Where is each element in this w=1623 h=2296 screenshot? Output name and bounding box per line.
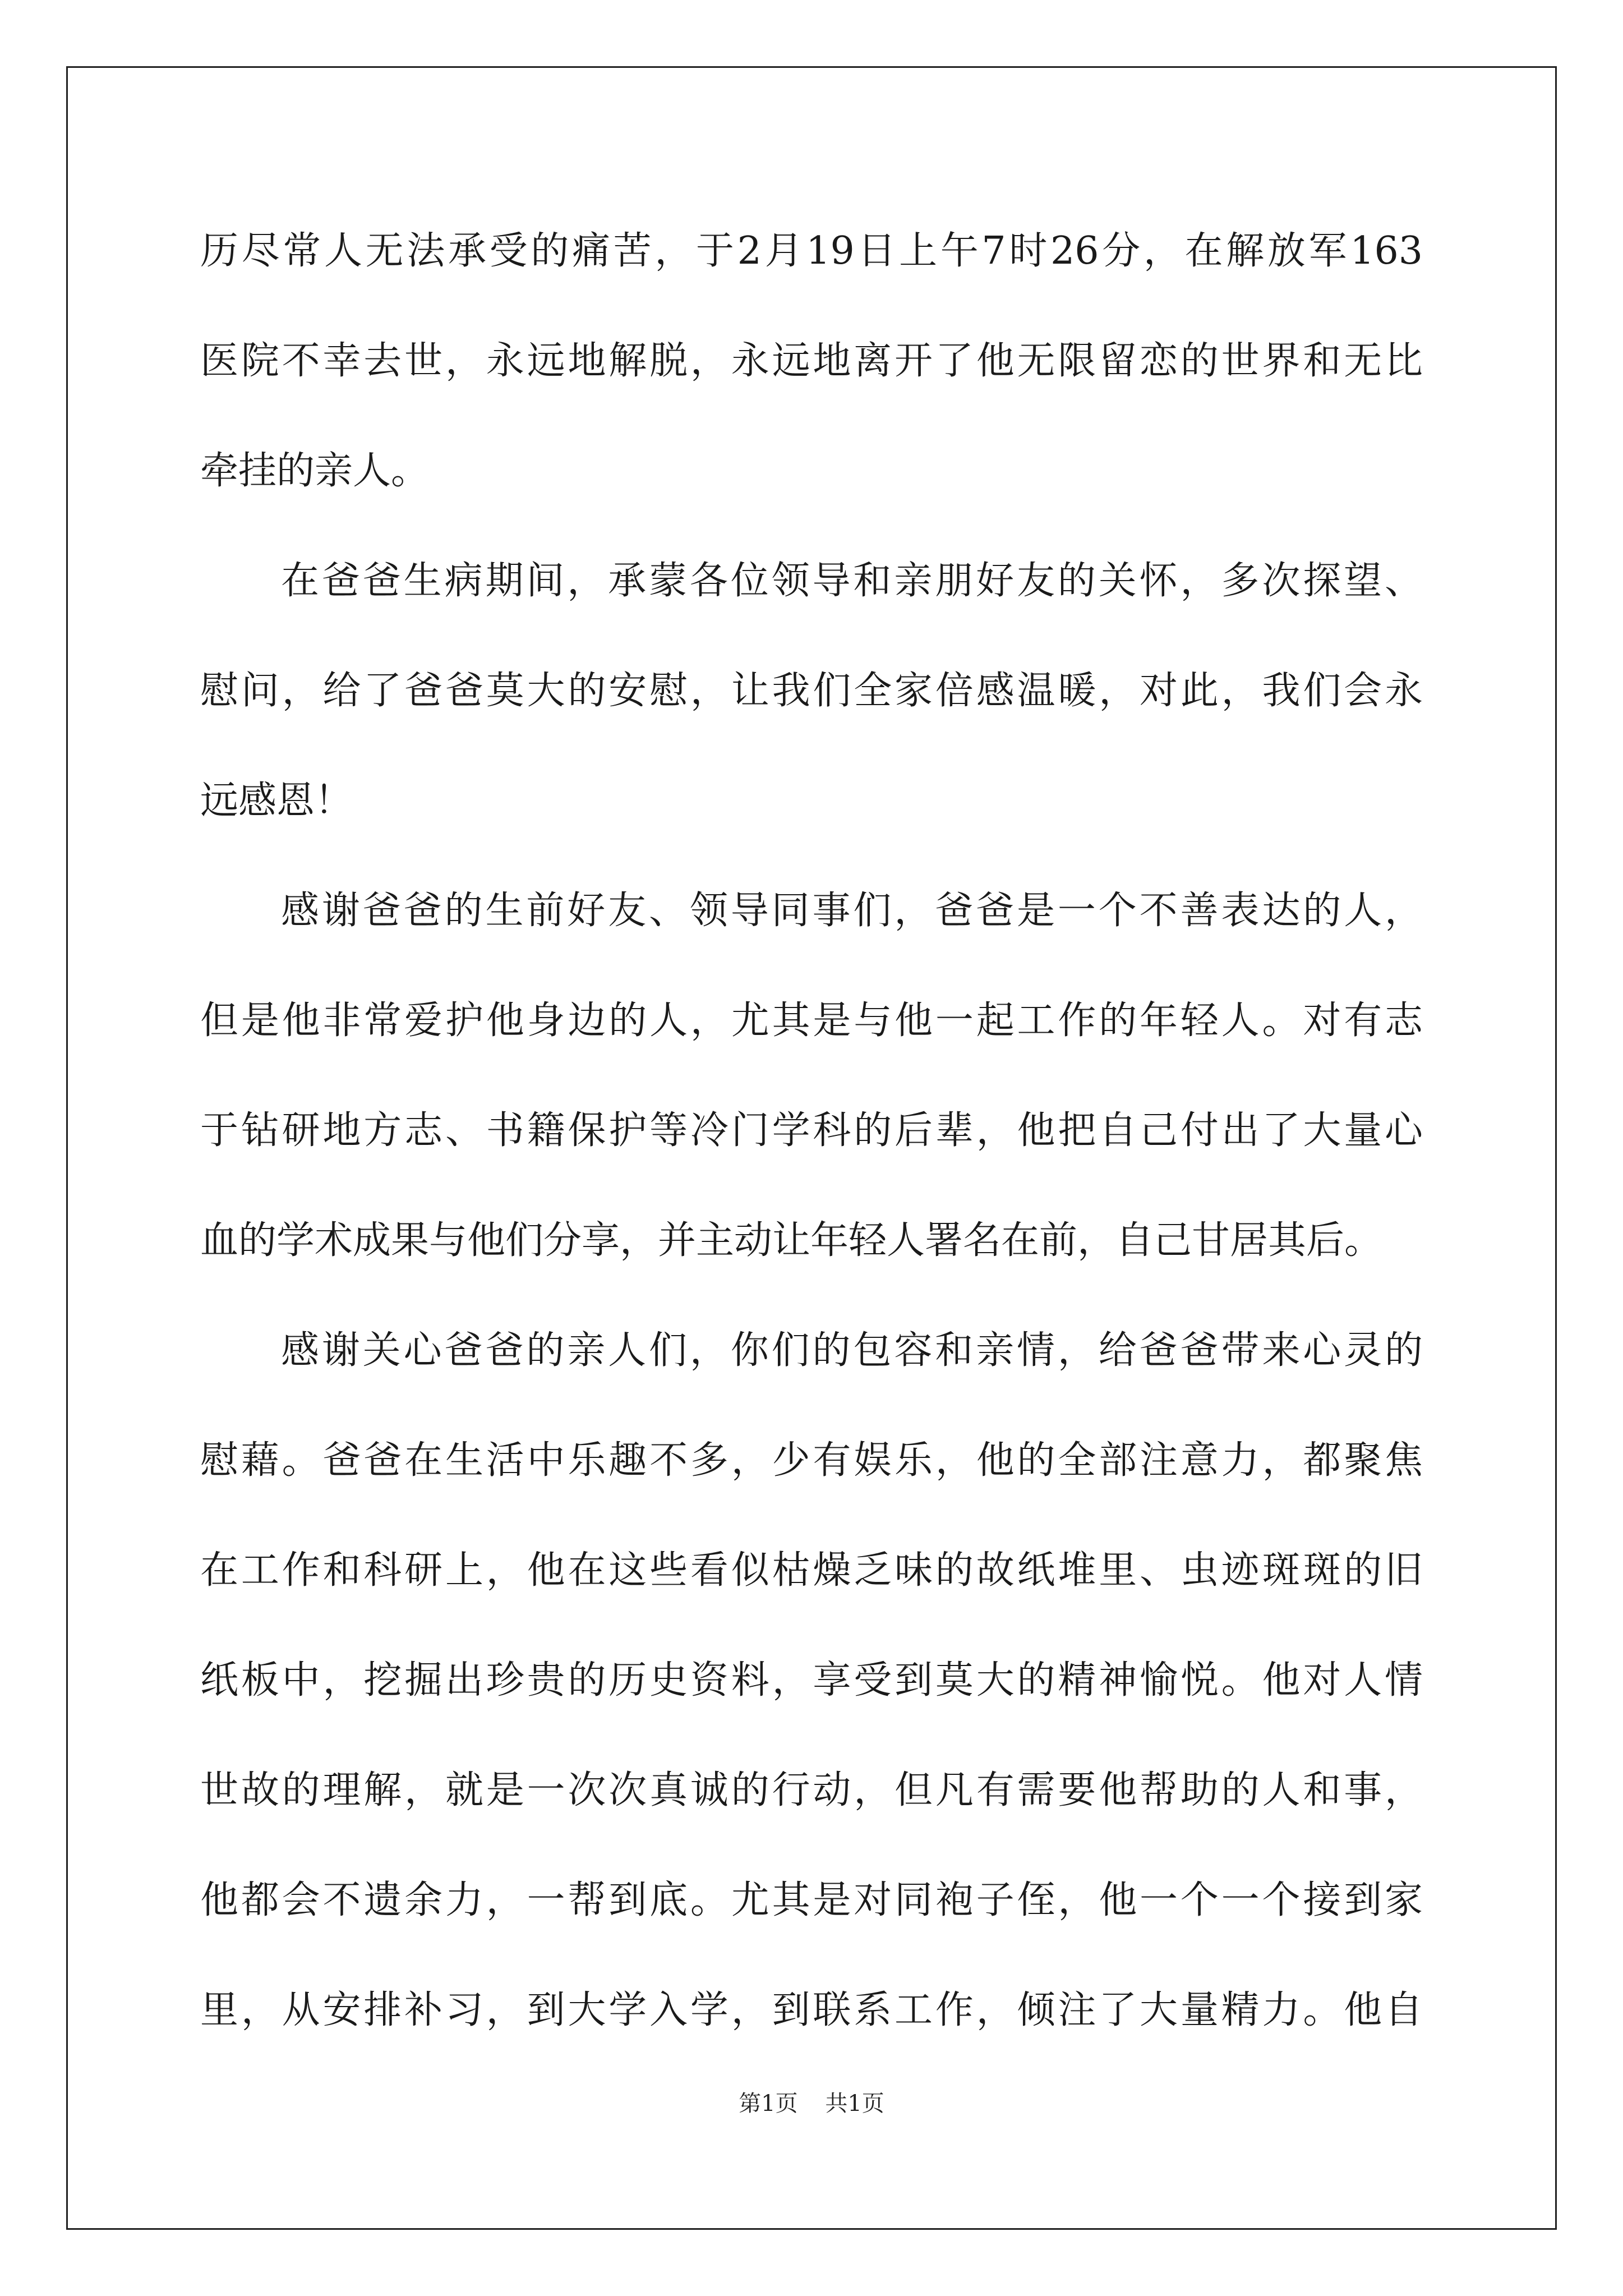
paragraph <box>200 1312 1423 2081</box>
text-line: 远感恩！ <box>200 779 353 823</box>
document-body <box>200 212 1423 2081</box>
text-line: 慰藉。爸爸在生活中乐趣不多，少有娱乐，他的全部注意力，都聚焦 <box>200 1438 1423 1483</box>
text-line: 于钻研地方志、书籍保护等冷门学科的后辈，他把自己付出了大量心 <box>200 1108 1423 1153</box>
text-line: 感谢关心爸爸的亲人们，你们的包容和亲情，给爸爸带来心灵的 <box>281 1328 1423 1373</box>
text-line: 在爸爸生病期间，承蒙各位领导和亲朋好友的关怀，多次探望、 <box>281 559 1423 603</box>
text-line: 他都会不遗余力，一帮到底。尤其是对同袍子侄，他一个一个接到家 <box>200 1878 1423 1922</box>
text-line: 医院不幸去世，永远地解脱，永远地离开了他无限留恋的世界和无比 <box>200 339 1423 383</box>
text-line: 但是他非常爱护他身边的人，尤其是与他一起工作的年轻人。对有志 <box>200 999 1423 1043</box>
text-line: 牵挂的亲人。 <box>200 449 430 493</box>
paragraph <box>200 542 1423 872</box>
page-footer <box>0 2087 1623 2120</box>
page-total: 共1页 <box>825 2091 884 2116</box>
text-line: 血的学术成果与他们分享，并主动让年轻人署名在前，自己甘居其后。 <box>200 1218 1383 1263</box>
page-number: 第1页 <box>739 2091 798 2116</box>
text-line: 慰问，给了爸爸莫大的安慰，让我们全家倍感温暖，对此，我们会永 <box>200 669 1423 713</box>
paragraph <box>200 872 1423 1312</box>
paragraph <box>200 212 1423 542</box>
text-line: 纸板中，挖掘出珍贵的历史资料，享受到莫大的精神愉悦。他对人情 <box>200 1658 1423 1703</box>
text-line: 里，从安排补习，到大学入学，到联系工作，倾注了大量精力。他自 <box>200 1988 1423 2032</box>
text-line: 在工作和科研上，他在这些看似枯燥乏味的故纸堆里、虫迹斑斑的旧 <box>200 1548 1423 1593</box>
text-line: 感谢爸爸的生前好友、领导同事们，爸爸是一个不善表达的人， <box>281 889 1423 933</box>
text-line: 历尽常人无法承受的痛苦，于2月19日上午7时26分，在解放军163 <box>200 229 1423 273</box>
text-line: 世故的理解，就是一次次真诚的行动，但凡有需要他帮助的人和事， <box>200 1768 1423 1812</box>
